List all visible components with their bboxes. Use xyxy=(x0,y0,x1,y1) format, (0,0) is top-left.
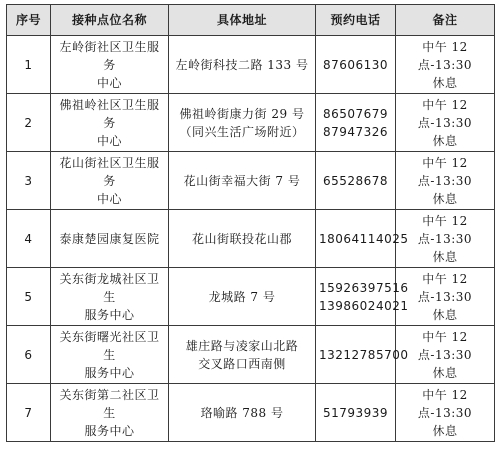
cell-phone xyxy=(316,326,409,384)
cell-phone-line: 87606130 xyxy=(322,57,389,72)
cell-address-line: 珞喻路 788 号 xyxy=(200,405,284,420)
cell-address-line: 龙城路 7 号 xyxy=(208,289,276,304)
cell-note-line: 中午 12 点-13:30 xyxy=(417,271,473,304)
cell-site-name-line: 佛祖岭社区卫生服务 xyxy=(59,97,160,130)
cell-note-line: 中午 12 点-13:30 xyxy=(417,39,473,72)
cell-site-name xyxy=(51,152,169,210)
vaccination-sites-table xyxy=(6,4,495,442)
header-note: 备注 xyxy=(396,5,495,36)
cell-phone-line: 13212785700 xyxy=(319,347,409,362)
cell-phone xyxy=(316,152,396,210)
cell-note xyxy=(396,210,495,268)
cell-phone-line: 15926397516 xyxy=(319,280,409,295)
cell-index: 2 xyxy=(7,94,51,152)
cell-phone xyxy=(316,384,396,442)
cell-site-name-line: 服务中心 xyxy=(84,423,135,438)
cell-site-name-line: 中心 xyxy=(96,191,122,206)
cell-phone-line: 87947326 xyxy=(322,124,389,139)
cell-site-name-line: 服务中心 xyxy=(84,365,135,380)
cell-site-name-line: 关东街龙城社区卫生 xyxy=(59,271,160,304)
cell-address-line: 花山街联投花山郡 xyxy=(191,231,292,246)
cell-address xyxy=(169,268,316,326)
table-header-row xyxy=(7,5,495,36)
vaccination-sites-table-container xyxy=(6,4,495,442)
cell-site-name xyxy=(51,384,169,442)
cell-address-line: 花山街幸福大街 7 号 xyxy=(183,173,301,188)
cell-index: 7 xyxy=(7,384,51,442)
cell-address xyxy=(169,384,316,442)
cell-note-line: 中午 12 点-13:30 xyxy=(417,329,473,362)
header-site-name: 接种点位名称 xyxy=(51,5,169,36)
cell-phone xyxy=(316,94,396,152)
cell-index: 1 xyxy=(7,36,51,94)
cell-note-line: 休息 xyxy=(432,307,458,322)
cell-address xyxy=(169,94,316,152)
cell-note-line: 休息 xyxy=(432,365,458,380)
cell-phone xyxy=(316,268,409,326)
cell-phone-line: 51793939 xyxy=(322,405,389,420)
cell-site-name xyxy=(51,210,169,268)
cell-site-name-line: 服务中心 xyxy=(84,307,135,322)
header-phone: 预约电话 xyxy=(316,5,396,36)
cell-note xyxy=(396,152,495,210)
table-row xyxy=(7,36,495,94)
cell-site-name-line: 花山街社区卫生服务 xyxy=(59,155,160,188)
table-row xyxy=(7,152,495,210)
cell-phone-line: 86507679 xyxy=(322,106,389,121)
cell-address-line: 左岭街科技二路 133 号 xyxy=(175,57,309,72)
cell-site-name-line: 中心 xyxy=(96,75,122,90)
cell-note-line: 休息 xyxy=(432,249,458,264)
cell-site-name-line: 中心 xyxy=(96,133,122,148)
cell-address xyxy=(169,326,316,384)
cell-phone-line: 13986024021 xyxy=(319,298,409,313)
cell-phone xyxy=(316,210,409,268)
cell-address-line: （同兴生活广场附近） xyxy=(179,124,305,139)
cell-index: 4 xyxy=(7,210,51,268)
cell-note-line: 休息 xyxy=(432,75,458,90)
cell-address-line: 雄庄路与凌家山北路 xyxy=(185,338,299,353)
cell-note-line: 中午 12 点-13:30 xyxy=(417,97,473,130)
cell-phone-line: 18064114025 xyxy=(319,231,409,246)
cell-phone-line: 65528678 xyxy=(322,173,389,188)
cell-note-line: 中午 12 点-13:30 xyxy=(417,213,473,246)
cell-note-line: 休息 xyxy=(432,133,458,148)
header-index: 序号 xyxy=(7,5,51,36)
cell-index: 5 xyxy=(7,268,51,326)
table-row xyxy=(7,384,495,442)
cell-address-line: 佛祖岭街康力街 29 号 xyxy=(179,106,305,121)
header-address: 具体地址 xyxy=(169,5,316,36)
cell-address-line: 交叉路口西南侧 xyxy=(198,356,286,371)
cell-site-name-line: 关东街第二社区卫生 xyxy=(59,387,160,420)
cell-site-name xyxy=(51,36,169,94)
cell-index: 3 xyxy=(7,152,51,210)
cell-note xyxy=(396,384,495,442)
table-row xyxy=(7,94,495,152)
table-row xyxy=(7,210,495,268)
cell-phone xyxy=(316,36,396,94)
cell-site-name-line: 关东街曙光社区卫生 xyxy=(59,329,160,362)
cell-site-name-line: 泰康楚园康复医院 xyxy=(59,231,160,246)
cell-site-name-line: 左岭街社区卫生服务 xyxy=(59,39,160,72)
cell-site-name xyxy=(51,326,169,384)
cell-note xyxy=(396,36,495,94)
cell-address xyxy=(169,36,316,94)
cell-address xyxy=(169,210,316,268)
cell-note-line: 休息 xyxy=(432,423,458,438)
cell-note-line: 休息 xyxy=(432,191,458,206)
cell-note xyxy=(396,268,495,326)
cell-address xyxy=(169,152,316,210)
cell-site-name xyxy=(51,94,169,152)
cell-note xyxy=(396,326,495,384)
table-row xyxy=(7,268,495,326)
table-row xyxy=(7,326,495,384)
cell-site-name xyxy=(51,268,169,326)
cell-note-line: 中午 12 点-13:30 xyxy=(417,155,473,188)
cell-note-line: 中午 12 点-13:30 xyxy=(417,387,473,420)
cell-note xyxy=(396,94,495,152)
cell-index: 6 xyxy=(7,326,51,384)
